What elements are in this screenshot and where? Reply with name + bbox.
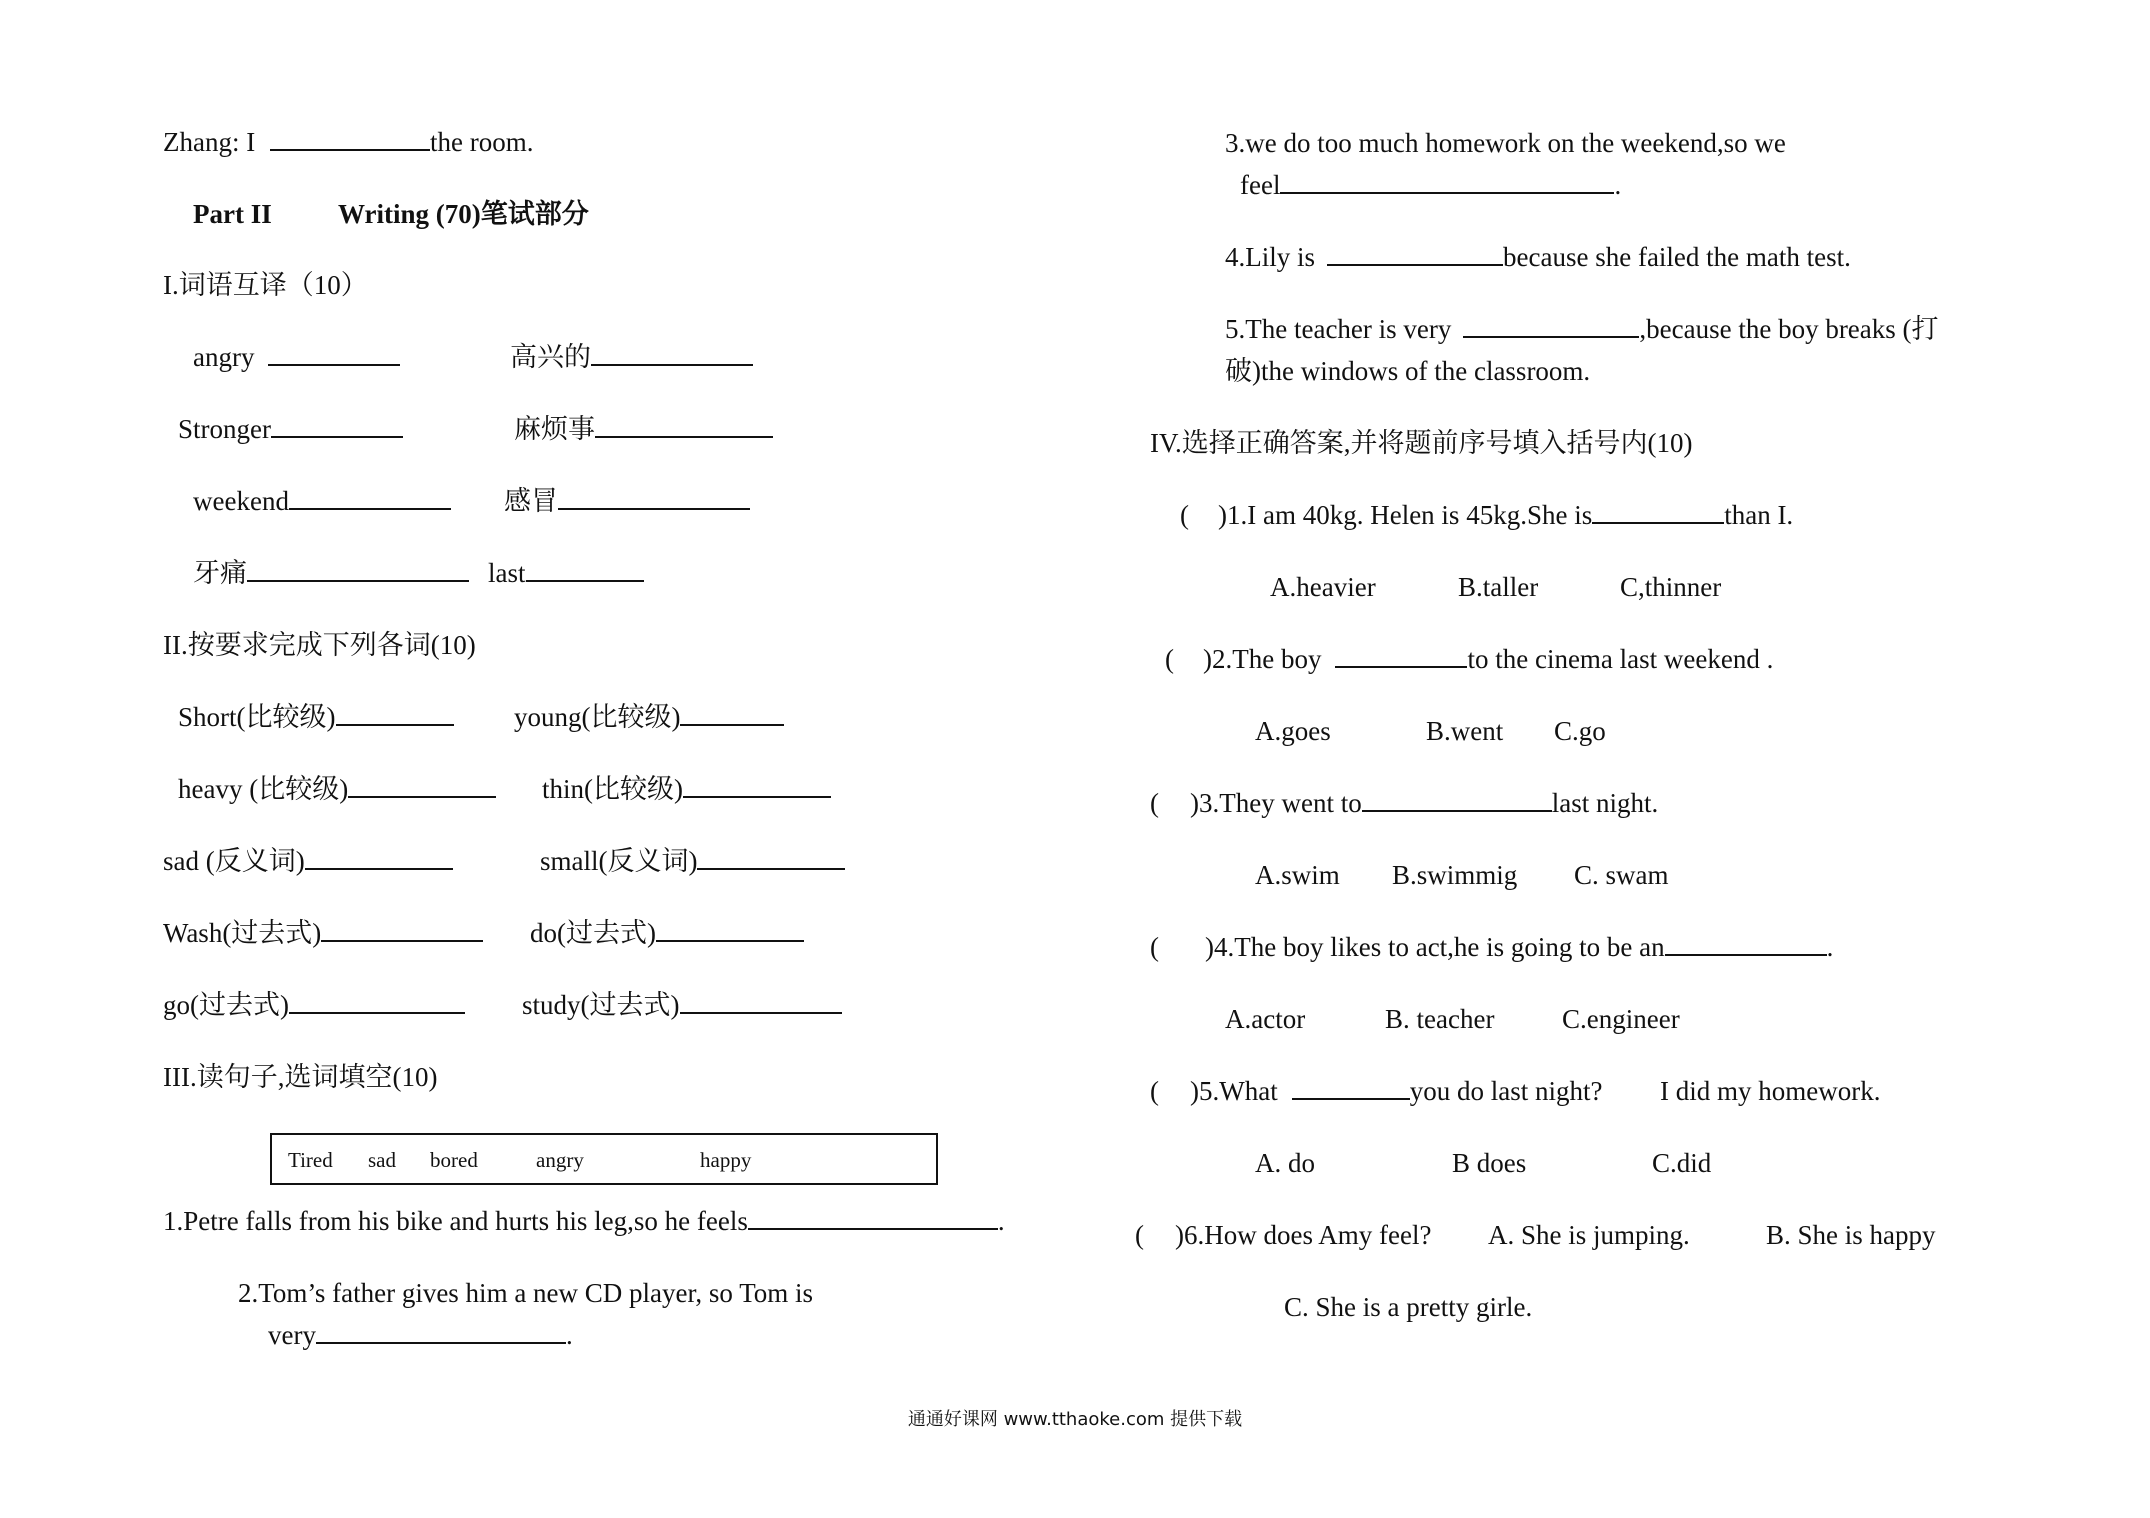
choice-option[interactable]: B.went bbox=[1426, 716, 1504, 746]
fill-question: 5.The teacher is very ,because the boy breaks (打 bbox=[1225, 314, 1939, 344]
choice-option[interactable]: A.goes bbox=[1255, 716, 1331, 746]
fill-question: 2.Tom’s father gives him a new CD player, so Tom is bbox=[238, 1278, 814, 1308]
choice-option[interactable]: A.heavier bbox=[1270, 572, 1376, 602]
fill-question-cont: feel . bbox=[1240, 170, 1622, 200]
answer-blank[interactable] bbox=[289, 988, 465, 1014]
choice-option[interactable]: B.swimmig bbox=[1392, 860, 1518, 890]
choice-option[interactable]: C. She is a pretty girle. bbox=[1284, 1292, 1533, 1322]
answer-blank[interactable] bbox=[680, 988, 842, 1014]
word-form-item: young(比较级) bbox=[514, 700, 784, 734]
word-form-item: Short(比较级) bbox=[178, 700, 454, 734]
answer-blank[interactable] bbox=[305, 844, 453, 870]
answer-blank[interactable] bbox=[271, 412, 403, 438]
fill-question: 4.Lily is because she failed the math test. bbox=[1225, 242, 1851, 272]
answer-blank[interactable] bbox=[683, 772, 831, 798]
choice-option[interactable]: C.engineer bbox=[1562, 1004, 1680, 1034]
answer-blank[interactable] bbox=[247, 556, 469, 582]
vocab-item: Stronger bbox=[178, 412, 403, 446]
answer-blank[interactable] bbox=[289, 484, 451, 510]
choice-question: ( )4.The boy likes to act,he is going to be an . bbox=[1150, 932, 1834, 962]
answer-blank[interactable] bbox=[680, 700, 784, 726]
fill-question-cont: 破)the windows of the classroom. bbox=[1225, 356, 1591, 386]
vocab-item: 感冒 bbox=[504, 484, 750, 518]
answer-blank[interactable] bbox=[336, 700, 454, 726]
answer-blank[interactable] bbox=[1362, 786, 1552, 812]
word-bank-item: Tired bbox=[288, 1148, 333, 1172]
choice-question: ( )3.They went to last night. bbox=[1150, 788, 1659, 818]
answer-blank[interactable] bbox=[748, 1204, 998, 1230]
answer-blank[interactable] bbox=[697, 844, 845, 870]
answer-blank[interactable] bbox=[348, 772, 496, 798]
answer-blank[interactable] bbox=[558, 484, 750, 510]
word-bank-item: bored bbox=[430, 1148, 478, 1172]
choice-option[interactable]: B.taller bbox=[1458, 572, 1539, 602]
part2-title: Writing (70)笔试部分 bbox=[338, 199, 589, 229]
choice-option[interactable]: B. She is happy bbox=[1766, 1220, 1936, 1250]
answer-blank[interactable] bbox=[1335, 642, 1467, 668]
choice-question: ( )2.The boy to the cinema last weekend . bbox=[1165, 644, 1774, 674]
answer-blank[interactable] bbox=[321, 916, 483, 942]
choice-option[interactable]: C,thinner bbox=[1620, 572, 1722, 602]
answer-blank[interactable] bbox=[595, 412, 773, 438]
choice-option[interactable]: A.swim bbox=[1255, 860, 1340, 890]
answer-blank[interactable] bbox=[1463, 312, 1639, 338]
vocab-item: 牙痛 bbox=[193, 556, 469, 590]
word-form-item: small(反义词) bbox=[540, 844, 845, 878]
word-form-item: go(过去式) bbox=[163, 988, 465, 1022]
answer-blank[interactable] bbox=[526, 556, 644, 582]
fill-question: 1.Petre falls from his bike and hurts his leg,so he feels . bbox=[163, 1206, 1005, 1236]
zhang-line bbox=[163, 125, 533, 159]
choice-question: ( )6.How does Amy feel? bbox=[1135, 1220, 1432, 1250]
section1-heading: I.词语互译（10） bbox=[163, 270, 368, 300]
vocab-item: 高兴的 bbox=[510, 340, 753, 374]
vocab-item: last bbox=[488, 556, 644, 590]
answer-blank[interactable] bbox=[1665, 930, 1827, 956]
answer-paren[interactable]: ( bbox=[1180, 500, 1189, 530]
answer-paren[interactable]: ( bbox=[1135, 1220, 1144, 1250]
answer-paren[interactable]: ( bbox=[1150, 932, 1159, 962]
word-form-item: sad (反义词) bbox=[163, 844, 453, 878]
part2-label: Part II bbox=[193, 199, 272, 229]
answer-blank[interactable] bbox=[656, 916, 804, 942]
choice-question: ( )1.I am 40kg. Helen is 45kg.She is than I. bbox=[1180, 500, 1794, 530]
vocab-item: 麻烦事 bbox=[514, 412, 773, 446]
answer-blank[interactable] bbox=[316, 1318, 566, 1344]
choice-option[interactable]: A. do bbox=[1255, 1148, 1315, 1178]
vocab-item: angry bbox=[193, 340, 400, 374]
word-form-item: Wash(过去式) bbox=[163, 916, 483, 950]
answer-blank[interactable] bbox=[1280, 168, 1614, 194]
answer-paren[interactable]: ( bbox=[1150, 1076, 1159, 1106]
choice-option[interactable]: A. She is jumping. bbox=[1488, 1220, 1690, 1250]
word-bank-item: happy bbox=[700, 1148, 752, 1172]
choice-question: ( )5.What you do last night? bbox=[1150, 1076, 1603, 1106]
word-form-item: heavy (比较级) bbox=[178, 772, 496, 806]
zhang-suffix: the room. bbox=[429, 127, 534, 157]
answer-blank[interactable] bbox=[1327, 240, 1503, 266]
section3-heading: III.读句子,选词填空(10) bbox=[163, 1062, 438, 1092]
zhang-prefix: Zhang: I bbox=[163, 127, 256, 157]
choice-option[interactable]: B does bbox=[1452, 1148, 1527, 1178]
choice-option[interactable]: A.actor bbox=[1225, 1004, 1306, 1034]
answer-blank[interactable] bbox=[270, 125, 430, 151]
answer-blank[interactable] bbox=[1292, 1074, 1410, 1100]
answer-paren[interactable]: ( bbox=[1165, 644, 1174, 674]
section4-heading: IV.选择正确答案,并将题前序号填入括号内(10) bbox=[1150, 428, 1693, 458]
choice-option[interactable]: C.go bbox=[1554, 716, 1606, 746]
choice-option[interactable]: B. teacher bbox=[1385, 1004, 1495, 1034]
word-bank-item: angry bbox=[536, 1148, 584, 1172]
answer-blank[interactable] bbox=[591, 340, 753, 366]
fill-question-cont: very . bbox=[268, 1320, 573, 1350]
word-bank-box bbox=[270, 1133, 938, 1185]
section2-heading: II.按要求完成下列各词(10) bbox=[163, 630, 476, 660]
word-form-item: thin(比较级) bbox=[542, 772, 831, 806]
choice-option[interactable]: C.did bbox=[1652, 1148, 1712, 1178]
choice-answer-text: I did my homework. bbox=[1660, 1076, 1881, 1106]
answer-blank[interactable] bbox=[268, 340, 400, 366]
word-form-item: do(过去式) bbox=[530, 916, 804, 950]
choice-option[interactable]: C. swam bbox=[1574, 860, 1669, 890]
answer-paren[interactable]: ( bbox=[1150, 788, 1159, 818]
word-form-item: study(过去式) bbox=[522, 988, 842, 1022]
answer-blank[interactable] bbox=[1592, 498, 1724, 524]
footer-credit: 通通好课网 www.tthaoke.com 提供下载 bbox=[907, 1409, 1243, 1430]
vocab-item: weekend bbox=[193, 484, 451, 518]
word-bank-item: sad bbox=[368, 1148, 396, 1172]
fill-question: 3.we do too much homework on the weekend,so we bbox=[1225, 128, 1786, 158]
